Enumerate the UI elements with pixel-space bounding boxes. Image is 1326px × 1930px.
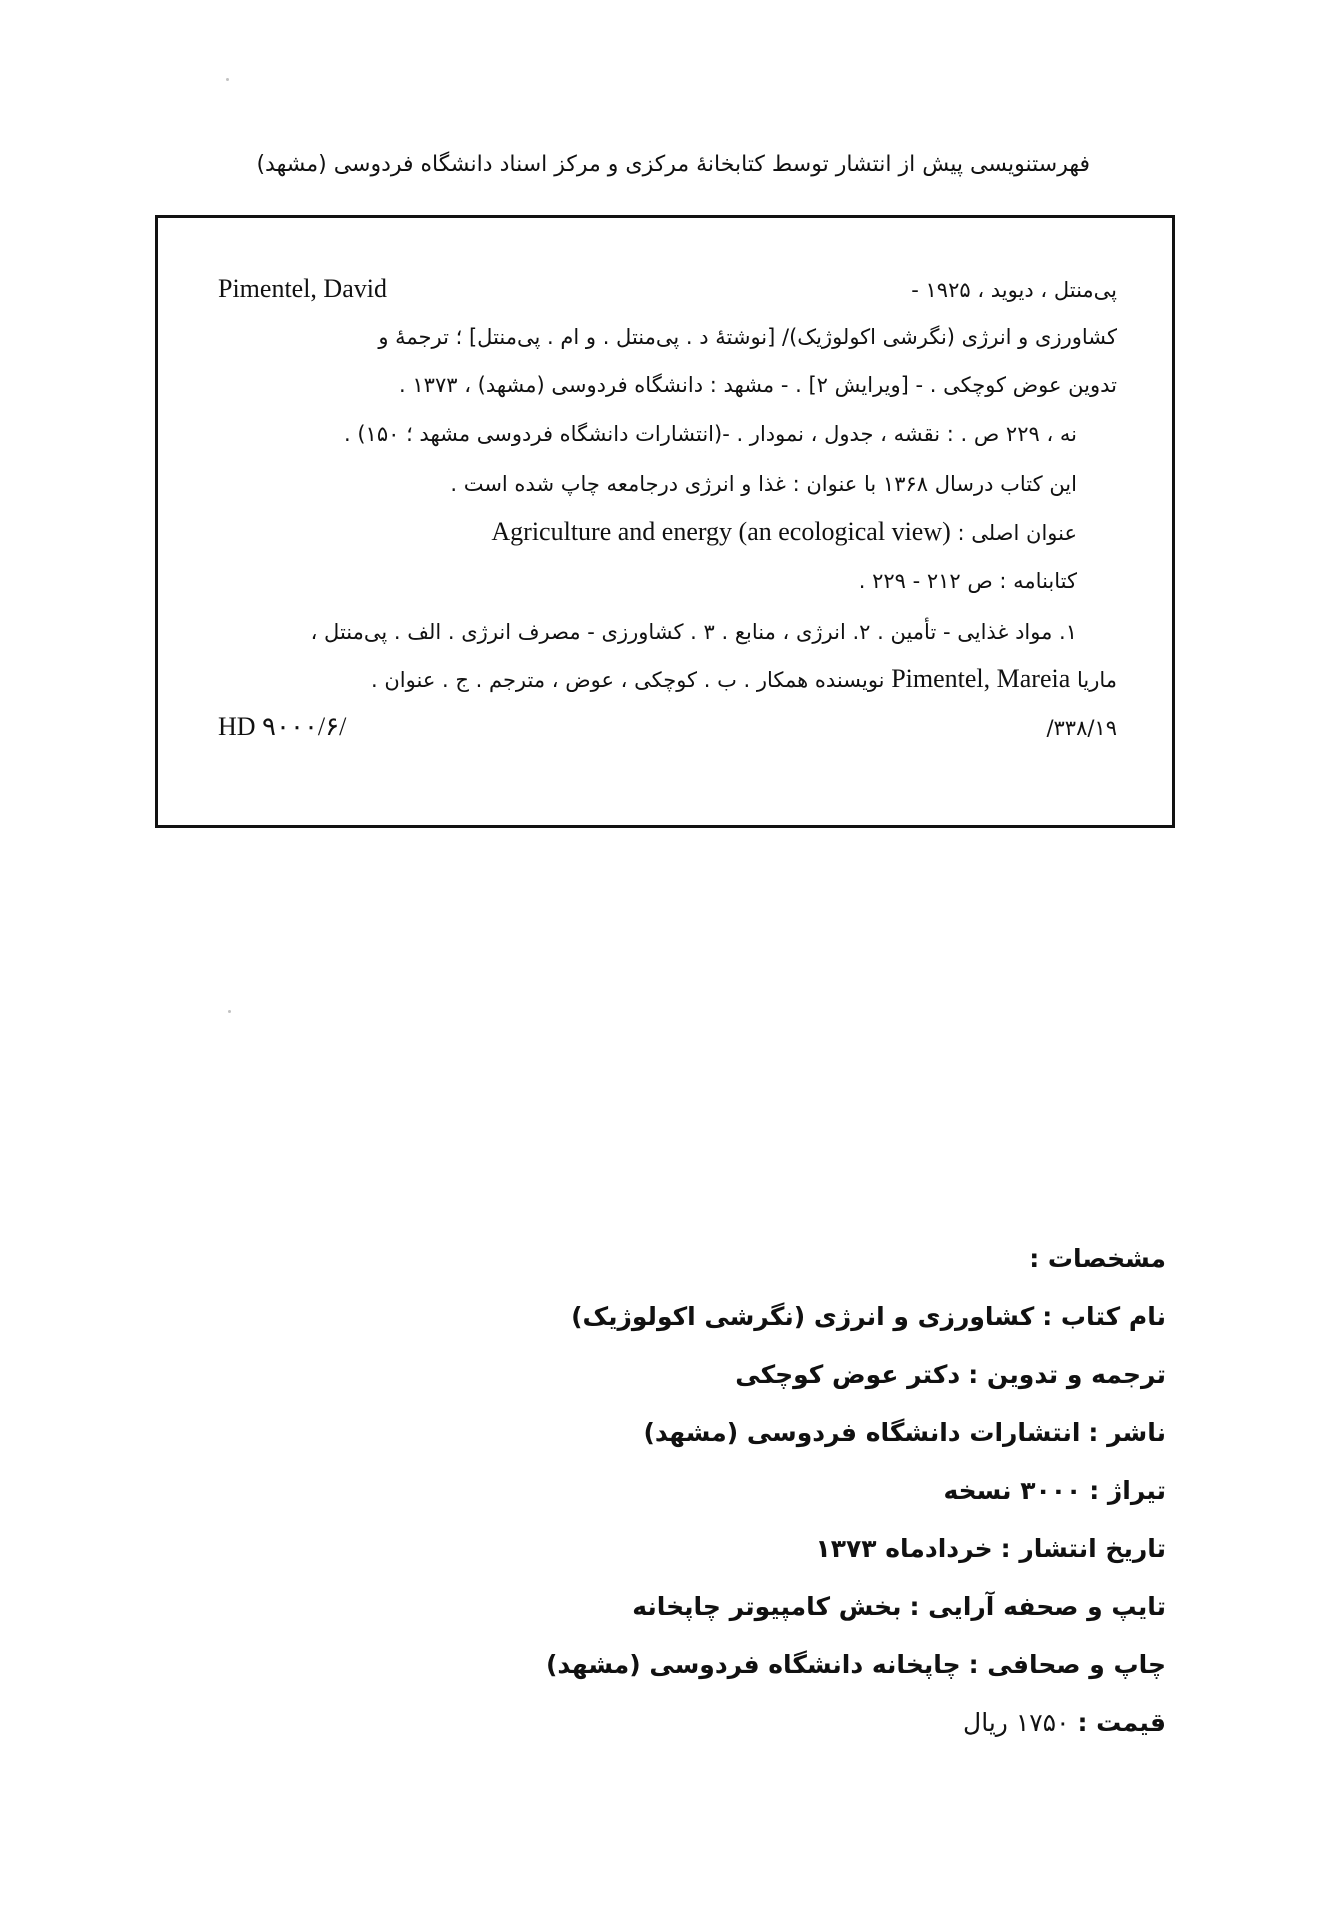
spec-publication-date [466, 1520, 1166, 1578]
spec-key: ترجمه و تدوین : [968, 1360, 1166, 1389]
spec-value: ۳۰۰۰ نسخه [943, 1476, 1082, 1505]
bibliography-note: کتابنامه : ص ۲۱۲ - ۲۲۹ . [858, 569, 1077, 593]
spec-typesetting [466, 1578, 1166, 1636]
spec-value: چاپخانه دانشگاه فردوسی (مشهد) [545, 1650, 961, 1679]
spec-print-run [466, 1462, 1166, 1520]
spec-key: ناشر : [1088, 1418, 1166, 1447]
subjects-line-2 [218, 663, 1117, 696]
spec-value: بخش کامپیوتر چاپخانه [632, 1592, 902, 1621]
spec-translator [466, 1346, 1166, 1404]
spec-value: دکتر عوض کوچکی [735, 1360, 961, 1389]
specifications-title: مشخصات : [1029, 1244, 1166, 1273]
call-number-dewey: ۳۳۸/۱۹/ [1046, 716, 1117, 740]
subjects-line-2-prefix: ماریا [1076, 668, 1117, 692]
spec-value: خردادماه ۱۳۷۳ [815, 1534, 993, 1563]
subjects-line-1: ۱. مواد غذایی - تأمین . ۲. انرژی ، منابع . ۳ . کشاورزی - مصرف انرژی . الف . پی‌منتل ، [310, 620, 1077, 644]
spec-book-title [466, 1288, 1166, 1346]
cip-heading: فهرستنویسی پیش از انتشار توسط کتابخانهٔ مرکزی و مرکز اسناد دانشگاه فردوسی (مشهد) [256, 152, 1090, 177]
author-latin: Pimentel, David [218, 274, 387, 303]
subjects-line-2-latin: Pimentel, Mareia [891, 664, 1071, 693]
original-title-row [218, 516, 1117, 549]
spec-key: نام کتاب : [1042, 1302, 1166, 1331]
spec-key: تاریخ انتشار : [1000, 1534, 1166, 1563]
spec-value: ۱۷۵۰ ریال [963, 1708, 1070, 1737]
subjects-line-2-suffix: نویسنده همکار . ب . کوچکی ، عوض ، مترجم . ج . عنوان . [371, 668, 885, 692]
spec-value: انتشارات دانشگاه فردوسی (مشهد) [643, 1418, 1081, 1447]
scan-speck [226, 78, 229, 81]
spec-key: تیراژ : [1089, 1476, 1166, 1505]
spec-price [466, 1694, 1166, 1752]
book-specifications [466, 1230, 1166, 1752]
author-row [218, 273, 1117, 306]
scan-speck [228, 1010, 231, 1013]
original-title-label: عنوان اصلی : [957, 521, 1077, 545]
call-number-lc: HD ۹۰۰۰/۶/ [218, 712, 347, 741]
spec-value: کشاورزی و انرژی (نگرشی اکولوژیک) [571, 1302, 1035, 1331]
title-statement-line-2: تدوین عوض کوچکی . - [ویرایش ۲] . - مشهد : دانشگاه فردوسی (مشهد) ، ۱۳۷۳ . [399, 373, 1117, 397]
author-persian: پی‌منتل ، دیوید ، ۱۹۲۵ - [911, 278, 1117, 302]
original-title-value: Agriculture and energy (an ecological view) [491, 517, 951, 546]
spec-key: قیمت : [1077, 1708, 1166, 1737]
physical-description: نه ، ۲۲۹ ص . : نقشه ، جدول ، نمودار . -(انتشارات دانشگاه فردوسی مشهد ؛ ۱۵۰) . [344, 422, 1077, 446]
spec-key: چاپ و صحافی : [968, 1650, 1166, 1679]
title-statement-line-1: کشاورزی و انرژی (نگرشی اکولوژیک)/ [نوشتهٔ د . پی‌منتل . و ام . پی‌منتل] ؛ ترجمهٔ و [378, 325, 1117, 349]
call-numbers-row [218, 711, 1117, 744]
spec-key: تایپ و صحفه آرایی : [909, 1592, 1166, 1621]
spec-printing-binding [466, 1636, 1166, 1694]
spec-publisher [466, 1404, 1166, 1462]
note-previous-edition: این کتاب درسال ۱۳۶۸ با عنوان : غذا و انرژی درجامعه چاپ شده است . [450, 472, 1077, 496]
cip-record-box [155, 215, 1175, 828]
